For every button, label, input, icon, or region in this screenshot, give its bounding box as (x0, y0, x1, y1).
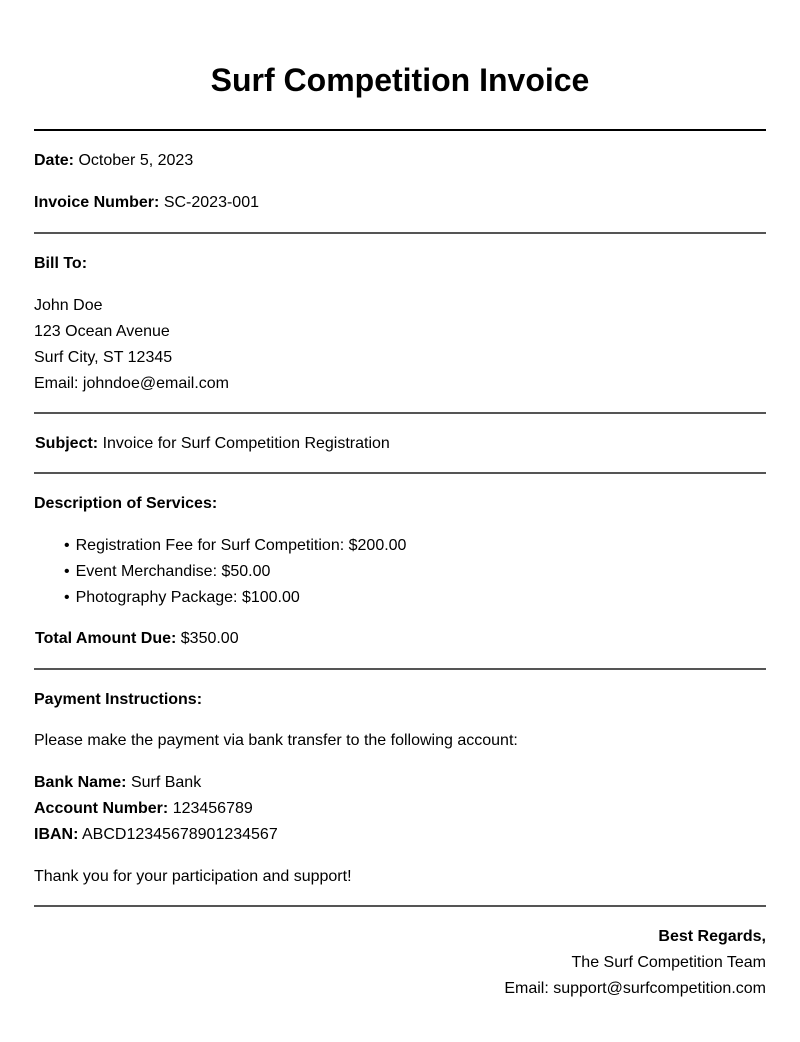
subject-line (34, 431, 766, 457)
divider (34, 905, 766, 907)
account-number (34, 796, 766, 822)
bill-to-city: Surf City, ST 12345 (34, 349, 173, 366)
total-label: Total Amount Due: (35, 630, 177, 647)
list-item: • Registration Fee for Surf Competition: $200.00 (64, 533, 766, 559)
bill-to-name: John Doe (34, 297, 103, 314)
invoice-number-label: Invoice Number: (34, 194, 160, 211)
services-list (34, 533, 766, 611)
thank-you-note: Thank you for your participation and support! (34, 868, 352, 885)
account-number-value: 123456789 (172, 800, 253, 817)
total-amount (34, 626, 766, 652)
total-value: $350.00 (180, 630, 239, 647)
support-email: Email: support@surfcompetition.com (504, 980, 766, 997)
list-item: • Event Merchandise: $50.00 (64, 559, 766, 585)
divider (34, 412, 766, 414)
signature-block (34, 924, 766, 1002)
bank-name-label: Bank Name: (34, 774, 127, 791)
invoice-number (34, 190, 766, 216)
subject-label: Subject: (35, 435, 99, 452)
invoice-document (34, 0, 766, 1002)
account-number-label: Account Number: (34, 800, 169, 817)
list-item: • Photography Package: $100.00 (64, 585, 766, 611)
divider (34, 472, 766, 474)
payment-heading: Payment Instructions: (34, 691, 203, 708)
subject-value: Invoice for Surf Competition Registration (102, 435, 390, 452)
bill-to-heading: Bill To: (34, 255, 88, 272)
bill-to-address (34, 293, 766, 397)
bank-details (34, 770, 766, 848)
date-label: Date: (34, 152, 75, 169)
divider (34, 668, 766, 670)
bill-to-street: 123 Ocean Avenue (34, 323, 170, 340)
services-heading: Description of Services: (34, 495, 218, 512)
invoice-number-value: SC-2023-001 (163, 194, 259, 211)
regards: Best Regards, (658, 928, 766, 945)
iban (34, 822, 766, 848)
divider (34, 129, 766, 131)
divider (34, 232, 766, 234)
invoice-date (34, 148, 766, 174)
date-value: October 5, 2023 (78, 152, 194, 169)
payment-intro: Please make the payment via bank transfer to the following account: (34, 732, 518, 749)
iban-label: IBAN: (34, 826, 79, 843)
iban-value: ABCD12345678901234567 (82, 826, 278, 843)
team-name: The Surf Competition Team (571, 954, 766, 971)
page-title: Surf Competition Invoice (210, 62, 590, 98)
bank-name (34, 770, 766, 796)
bill-to-email: Email: johndoe@email.com (34, 375, 229, 392)
bank-name-value: Surf Bank (130, 774, 202, 791)
